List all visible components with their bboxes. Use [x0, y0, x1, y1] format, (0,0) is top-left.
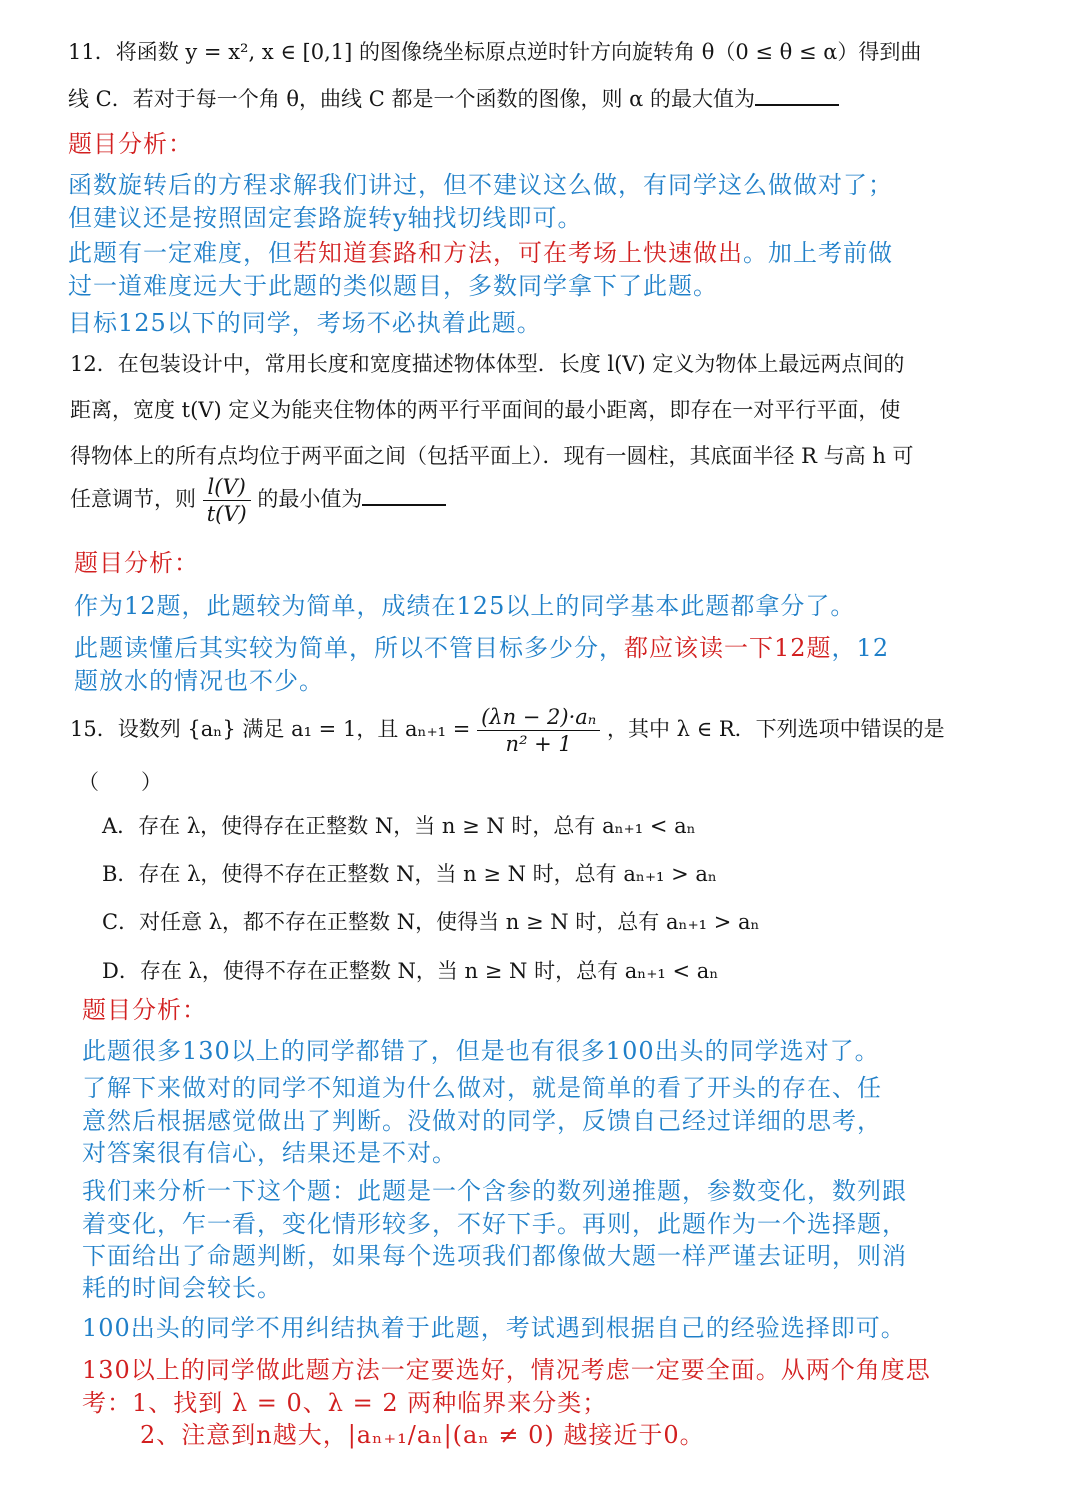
q15-line1a: 15．设数列 {aₙ} 满足 a₁ = 1，且 aₙ₊₁ = — [70, 717, 471, 741]
analysis15-p7: 下面给出了命题判断，如果每个选项我们都像做大题一样严谨去证明，则消 — [82, 1242, 907, 1270]
analysis12-p3: 题放水的情况也不少。 — [74, 667, 324, 695]
q12-line2: 距离，宽度 t(V) 定义为能夹住物体的两平行平面间的最小距离，即存在一对平行平面，使 — [70, 398, 901, 422]
q12-frac-den: t(V) — [206, 502, 247, 526]
analysis15-p4: 对答案很有信心，结果还是不对。 — [82, 1139, 457, 1167]
answer-blank — [362, 486, 446, 506]
analysis11-heading: 题目分析： — [68, 130, 193, 158]
q11-line2 — [68, 83, 839, 113]
analysis15-p11: 考：1、找到 λ = 0、λ = 2 两种临界来分类； — [82, 1389, 608, 1417]
analysis15-p12: 2、注意到n越大，|aₙ₊₁/aₙ|(aₙ ≠ 0) 越接近于0。 — [140, 1421, 705, 1449]
analysis11-p4: 过一道难度远大于此题的类似题目，多数同学拿下了此题。 — [68, 272, 718, 300]
q15-option-d: D．存在 λ，使得不存在正整数 N，当 n ≥ N 时，总有 aₙ₊₁ < aₙ — [102, 959, 719, 983]
q15-line1b: ，其中 λ ∈ R．下列选项中错误的是 — [606, 717, 945, 741]
analysis15-p10: 130以上的同学做此题方法一定要选好，情况考虑一定要全面。从两个角度思 — [82, 1356, 931, 1384]
q12-line1: 12．在包装设计中，常用长度和宽度描述物体体型．长度 l(V) 定义为物体上最远两点间的 — [70, 352, 905, 376]
analysis11-p5: 目标125以下的同学，考场不必执着此题。 — [68, 309, 542, 337]
q12-fraction — [203, 474, 251, 527]
q12-frac-num: l(V) — [203, 474, 251, 501]
q15-frac-num: (λn − 2)·aₙ — [477, 704, 600, 731]
q11-line2-text: 线 C．若对于每一个角 θ，曲线 C 都是一个函数的图像，则 α 的最大值为 — [68, 87, 756, 111]
analysis11-p3a: 此题有一定难度，但 — [68, 239, 293, 267]
analysis15-p5: 我们来分析一下这个题：此题是一个含参的数列递推题，参数变化，数列跟 — [82, 1177, 907, 1205]
analysis15-p8: 耗的时间会较长。 — [82, 1274, 282, 1302]
q15-option-a: A．存在 λ，使得存在正整数 N，当 n ≥ N 时，总有 aₙ₊₁ < aₙ — [102, 814, 696, 838]
q15-fraction — [477, 704, 600, 757]
q12-line3: 得物体上的所有点均位于两平面之间（包括平面上）．现有一圆柱，其底面半径 R 与高 h 可 — [70, 444, 914, 468]
analysis12-p2b: 都应该读一下12题 — [624, 634, 832, 662]
answer-blank — [755, 86, 839, 106]
q15-option-b: B．存在 λ，使得不存在正整数 N，当 n ≥ N 时，总有 aₙ₊₁ > aₙ — [102, 862, 717, 886]
analysis15-heading: 题目分析： — [82, 996, 207, 1024]
analysis11-p1: 函数旋转后的方程求解我们讲过，但不建议这么做，有同学这么做做对了； — [68, 171, 893, 199]
q11-line1: 11．将函数 y = x², x ∈ [0,1] 的图像绕坐标原点逆时针方向旋转角 θ（0 ≤ θ ≤ α）得到曲 — [68, 40, 922, 64]
analysis11-p3c: 。加上考前做 — [743, 239, 893, 267]
analysis12-p2a: 此题读懂后其实较为简单，所以不管目标多少分， — [74, 634, 624, 662]
analysis11-p3 — [68, 233, 893, 268]
analysis15-p3: 意然后根据感觉做出了判断。没做对的同学，反馈自己经过详细的思考， — [82, 1107, 882, 1135]
analysis15-p9: 100出头的同学不用纠结执着于此题，考试遇到根据自己的经验选择即可。 — [82, 1314, 906, 1342]
q15-line1 — [70, 704, 945, 757]
q15-frac-den: n² + 1 — [505, 732, 572, 756]
analysis11-p3b: 若知道套路和方法，可在考场上快速做出 — [293, 239, 743, 267]
q12-line4a: 任意调节，则 — [70, 487, 196, 511]
analysis12-p1: 作为12题，此题较为简单，成绩在125以上的同学基本此题都拿分了。 — [74, 592, 856, 620]
analysis12-p2 — [74, 628, 889, 663]
q12-line4 — [70, 474, 446, 527]
analysis15-p2: 了解下来做对的同学不知道为什么做对，就是简单的看了开头的存在、任 — [82, 1074, 882, 1102]
analysis11-p2: 但建议还是按照固定套路旋转y轴找切线即可。 — [68, 204, 583, 232]
q15-option-c: C．对任意 λ，都不存在正整数 N，使得当 n ≥ N 时，总有 aₙ₊₁ > aₙ — [102, 910, 760, 934]
analysis12-heading: 题目分析： — [74, 549, 199, 577]
q12-line4b: 的最小值为 — [257, 487, 363, 511]
analysis15-p6: 着变化，乍一看，变化情形较多，不好下手。再则，此题作为一个选择题， — [82, 1210, 907, 1238]
analysis15-p1: 此题很多130以上的同学都错了，但是也有很多100出头的同学选对了。 — [82, 1037, 880, 1065]
q15-paren: （ ） — [78, 770, 162, 794]
analysis12-p2c: ，12 — [831, 634, 890, 662]
